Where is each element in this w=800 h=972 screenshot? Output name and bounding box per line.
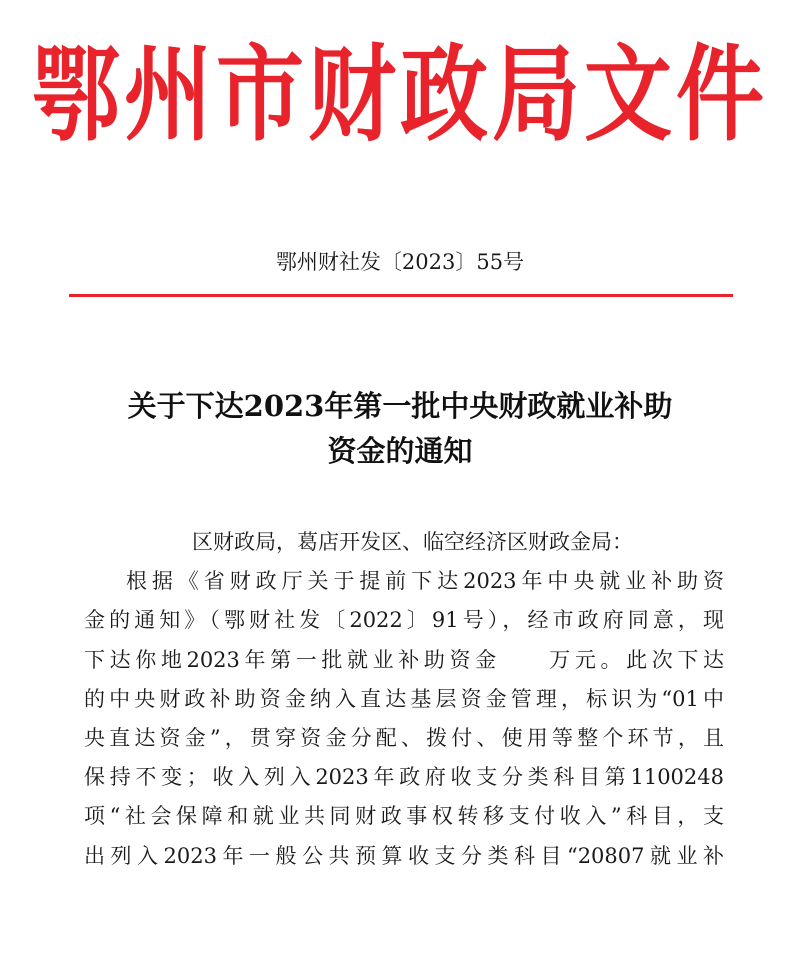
red-divider-line bbox=[69, 294, 733, 297]
title-line-1: 关于下达2023年第一批中央财政就业补助 bbox=[127, 389, 673, 423]
body-line-8: 出列入2023年一般公共预算收支分类科目“20807就业补 bbox=[84, 843, 724, 868]
document-title bbox=[60, 384, 740, 474]
masthead-title: 鄂州市财政局文件 bbox=[31, 32, 768, 156]
body-line-5: 央直达资金”，贯穿资金分配、拨付、使用等整个环节，且 bbox=[84, 726, 724, 751]
body-line-1: 根据《省财政厅关于提前下达2023年中央就业补助资 bbox=[126, 569, 724, 594]
body-line-3-part-2: 万元。此次下达 bbox=[544, 647, 724, 672]
body-line-2: 金的通知》（鄂财社发〔2022〕91号），经市政府同意，现 bbox=[84, 608, 724, 633]
body-line-7: 项“社会保障和就业共同财政事权转移支付收入”科目，支 bbox=[84, 804, 724, 829]
body-line-6: 保持不变；收入列入2023年政府收支分类科目第1100248 bbox=[84, 765, 724, 790]
addressee-line: 区财政局，葛店开发区、临空经济区财政金局： bbox=[192, 530, 633, 554]
body-line-3-part-1: 下达你地2023年第一批就业补助资金 bbox=[84, 647, 501, 672]
title-line-2: 资金的通知 bbox=[327, 434, 473, 468]
body-line-4: 的中央财政补助资金纳入直达基层资金管理，标识为“01中 bbox=[84, 686, 724, 711]
document-body bbox=[84, 523, 724, 876]
document-number: 鄂州财社发〔2023〕55号 bbox=[275, 250, 525, 274]
body-line-3 bbox=[84, 641, 724, 680]
